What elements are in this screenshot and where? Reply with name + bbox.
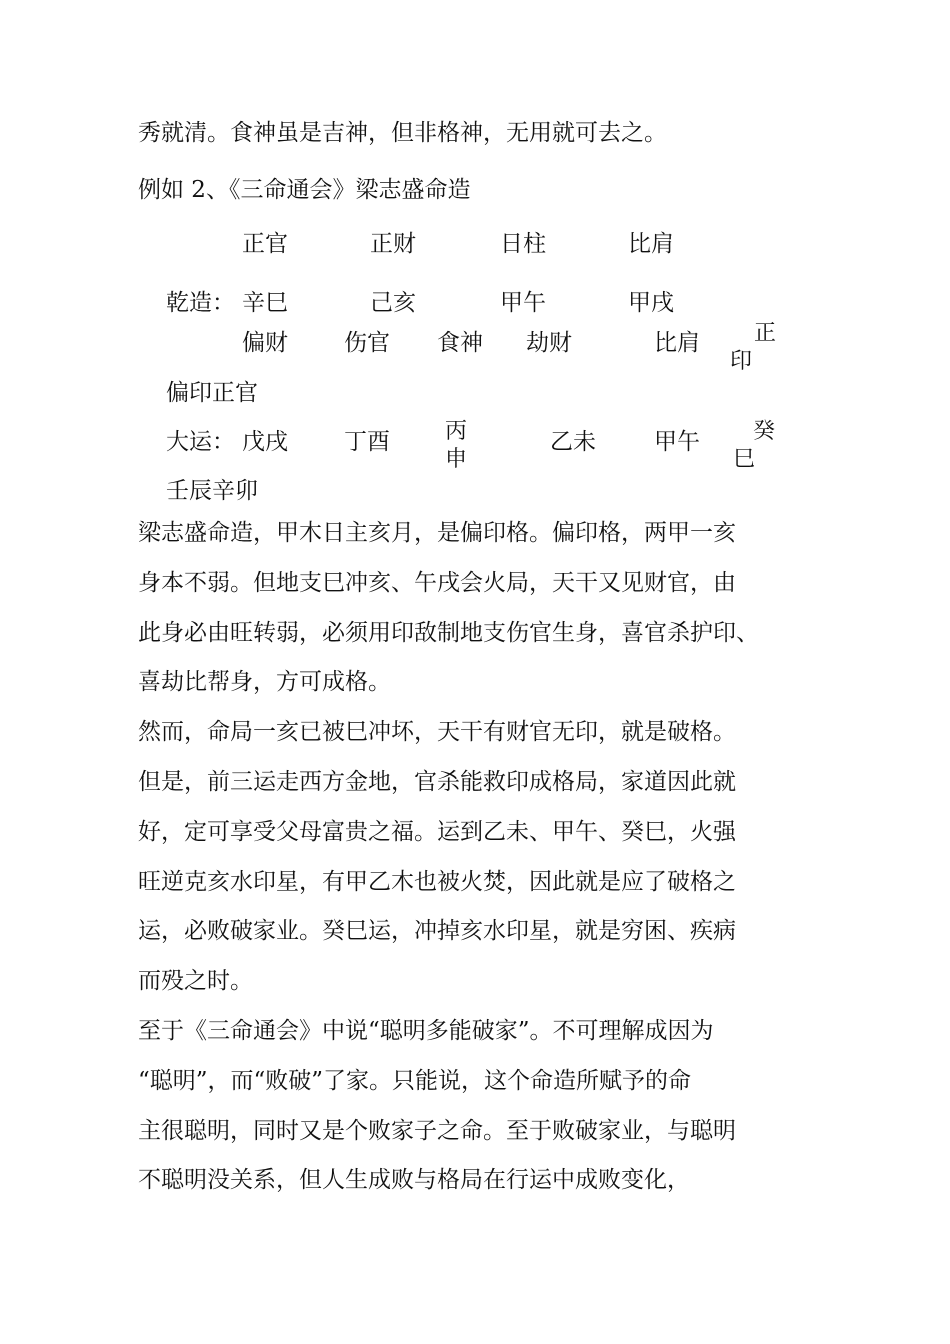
clipped-cell: 癸 巳 [733,419,776,472]
clipped-cell: 正 印 [730,321,777,374]
text-line: 秀就清。食神虽是吉神，但非格神，无用就可去之。 [138,120,667,146]
qian-label: 乾造： [166,290,235,316]
header-cell: 比肩 [628,231,674,257]
header-cell: 正财 [370,231,416,257]
pillar-cell: 辛巳 [242,290,288,316]
hidden-stem-cell: 食神 [437,330,483,356]
text-line: 运，必败破家业。癸巳运，冲掉亥水印星，就是穷困、疾病 [138,918,736,944]
text-line: 而殁之时。 [138,968,253,994]
text-line: 此身必由旺转弱，必须用印敌制地支伤官生身，喜官杀护印、 [138,620,759,646]
hidden-stem-cell: 偏财 [242,330,288,356]
yun-cell: 乙未 [550,429,596,455]
yun-label: 大运： [166,429,235,455]
text-line: 喜劫比帮身，方可成格。 [138,669,391,695]
text-line: 不聪明没关系，但人生成败与格局在行运中成败变化， [138,1167,690,1193]
text-line: 至于《三命通会》中说“聪明多能破家”。不可理解成因为 [138,1018,714,1044]
text-line: 然而，命局一亥已被巳冲坏，天干有财官无印，就是破格。 [138,719,736,745]
yun-cell: 丁酉 [344,429,390,455]
hidden-stem-cell: 劫财 [526,330,572,356]
yun-cell: 戊戌 [242,429,288,455]
text-line: 壬辰辛卯 [166,478,258,504]
hidden-stem-cell: 伤官 [344,330,390,356]
pillar-cell: 甲午 [500,290,546,316]
example-heading: 例如 2、《三命通会》梁志盛命造 [138,177,471,203]
clipped-cell: 丙 申 [445,419,468,472]
header-cell: 正官 [242,231,288,257]
hidden-stem-cell: 比肩 [654,330,700,356]
text-line: 偏印正官 [166,380,258,406]
text-line: 身本不弱。但地支巳冲亥、午戌会火局，天干又见财官，由 [138,570,736,596]
text-line: “聪明”，而“败破”了家。只能说，这个命造所赋予的命 [138,1068,692,1094]
pillar-cell: 甲戌 [628,290,674,316]
text-line: 但是，前三运走西方金地，官杀能救印成格局，家道因此就 [138,769,736,795]
yun-cell: 甲午 [654,429,700,455]
header-cell: 日柱 [500,231,546,257]
text-line: 好，定可享受父母富贵之福。运到乙未、甲午、癸巳，火强 [138,819,736,845]
pillar-cell: 己亥 [370,290,416,316]
text-line: 旺逆克亥水印星，有甲乙木也被火焚，因此就是应了破格之 [138,869,736,895]
text-line: 梁志盛命造，甲木日主亥月，是偏印格。偏印格，两甲一亥 [138,520,736,546]
text-line: 主很聪明，同时又是个败家子之命。至于败破家业，与聪明 [138,1118,736,1144]
